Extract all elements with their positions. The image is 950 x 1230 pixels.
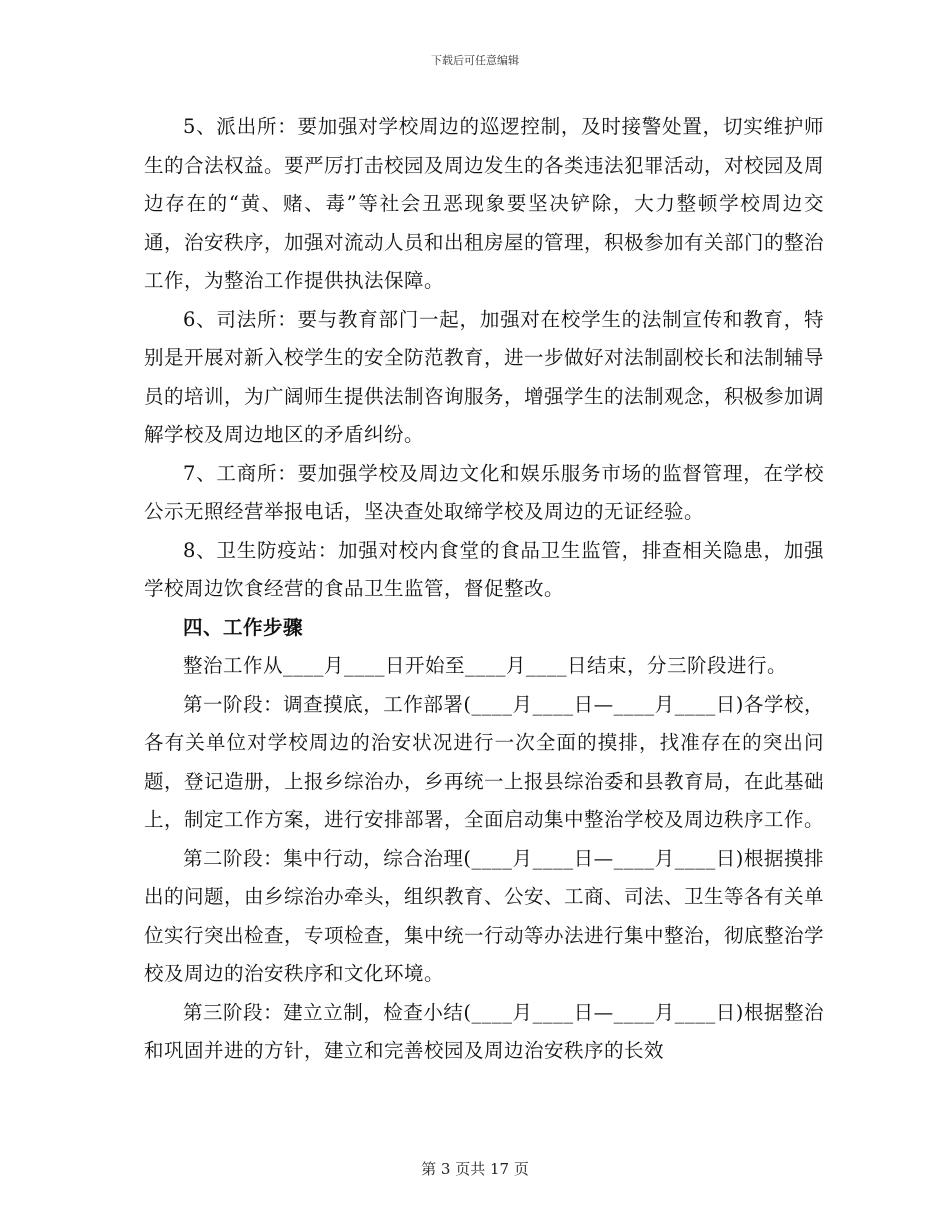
paragraph-commerce-office: 7、工商所：要加强学校及周边文化和娱乐服务市场的监督管理，在学校公示无照经营举报电话，坚决查处取缔学校及周边的无证经验。 [144, 461, 824, 523]
page-header [0, 52, 950, 68]
paragraph-police-station: 5、派出所：要加强对学校周边的巡逻控制，及时接警处置，切实维护师生的合法权益。要严厉打击校园及周边发生的各类违法犯罪活动，对校园及周边存在的“黄、赌、毒”等社会丑恶现象要坚决铲除，大力整顿学校周边交通，治安秩序，加强对流动人员和出租房屋的管理，积极参加有关部门的整治工作，为整治工作提供执法保障。 [144, 115, 825, 292]
document-body [144, 108, 824, 1071]
paragraph-schedule: 整治工作从____月____日开始至____月____日结束，分三阶段进行。 [183, 654, 788, 677]
page-footer [0, 1158, 950, 1179]
paragraph-health-station: 8、卫生防疫站：加强对校内食堂的食品卫生监管，排查相关隐患，加强学校周边饮食经营的食品卫生监管，督促整改。 [144, 538, 824, 600]
page-number-label: 第 3 页共 17 页 [421, 1160, 529, 1178]
section-heading-work-steps: 四、工作步骤 [183, 615, 304, 639]
paragraph-phase-three: 第三阶段：建立立制，检查小结(____月____日—____月____日)根据整治和巩固并进的方针，建立和完善校园及周边治安秩序的长效 [144, 1000, 824, 1062]
paragraph-phase-two: 第二阶段：集中行动，综合治理(____月____日—____月____日)根据摸排出的问题，由乡综治办牵头，组织教育、公安、工商、司法、卫生等各有关单位实行突出检查，专项检查，集中统一行动等办法进行集中整治，彻底整治学校及周边的治安秩序和文化环境。 [144, 846, 825, 985]
paragraph-phase-one: 第一阶段：调查摸底，工作部署(____月____日—____月____日)各学校，各有关单位对学校周边的治安状况进行一次全面的摸排，找准存在的突出问题，登记造册，上报乡综治办，乡再统一上报县综治委和县教育局，在此基础上，制定工作方案，进行安排部署，全面启动集中整治学校及周边秩序工作。 [144, 692, 825, 831]
paragraph-judicial-office: 6、司法所：要与教育部门一起，加强对在校学生的法制宣传和教育，特别是开展对新入校学生的安全防范教育，进一步做好对法制副校长和法制辅导员的培训，为广阔师生提供法制咨询服务，增强学生的法制观念，积极参加调解学校及周边地区的矛盾纠纷。 [144, 307, 825, 446]
header-text: 下载后可任意编辑 [431, 54, 519, 67]
